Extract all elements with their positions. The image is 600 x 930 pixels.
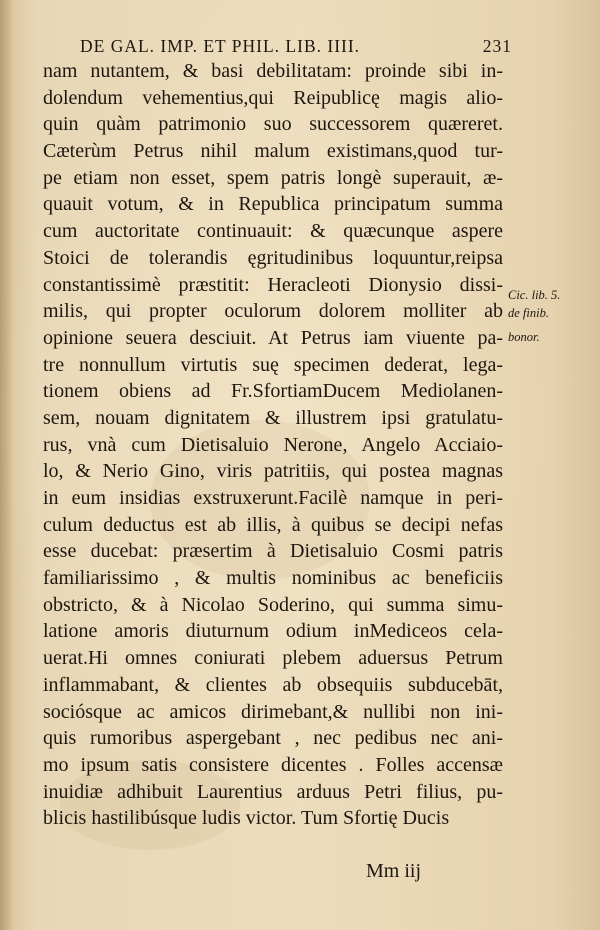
text-line: opinione seuera desciuit. At Petrus iam viuente pa- (43, 326, 503, 349)
text-line: latione amoris diuturnum odium inMediceos cela- (43, 620, 503, 643)
body-text (43, 58, 503, 832)
text-line: esse ducebat: præsertim à Dietisaluio Cosmi patris (43, 540, 503, 563)
text-line: sem, nouam dignitatem & illustrem ipsi gratulatu- (43, 406, 503, 429)
text-line: nam nutantem, & basi debilitatam: proinde sibi in- (43, 60, 503, 82)
margin-note: bonor. (508, 330, 540, 344)
page-header (80, 34, 512, 58)
text-line: inflammabant, & clientes ab obsequiis subducebāt, (43, 673, 503, 696)
text-line: cum auctoritate continuauit: & quæcunque aspere (43, 220, 503, 243)
text-line: quis rumoribus aspergebant , nec pedibus nec ani- (43, 727, 503, 750)
text-line: culum deductus est ab illis, à quibus se decipi nefas (43, 513, 503, 536)
text-line: constantissimè præstitit: Heracleoti Dionysio dissi- (43, 273, 503, 296)
signature-mark: Mm iij (366, 860, 422, 882)
text-line: Stoici de tolerandis ęgritudinibus loquuntur,reipsa (43, 246, 503, 269)
text-line: familiarissimo , & multis nominibus ac beneficiis (43, 567, 503, 590)
text-line: tre nonnullum virtutis suę specimen dederat, lega- (43, 353, 503, 376)
running-head: DE GAL. IMP. ET PHIL. LIB. IIII. (80, 36, 361, 56)
text-line: mo ipsum satis consistere dicentes . Folles accensæ (43, 753, 503, 776)
text-line: lo, & Nerio Gino, viris patritiis, qui postea magnas (43, 460, 503, 483)
text-line: quin quàm patrimonio suo successorem quæreret. (43, 113, 503, 136)
text-line: sociósque ac amicos dirimebant,& nullibi non ini- (43, 700, 503, 723)
text-line: tionem obiens ad Fr.SfortiamDucem Mediolanen- (43, 380, 503, 403)
text-line: milis, qui propter oculorum dolorem molliter ab (43, 300, 503, 323)
text-line: pe etiam non esset, spem patris longè superauit, æ- (43, 166, 503, 189)
text-line: inuidiæ adhibuit Laurentius arduus Petri filius, pu- (43, 780, 503, 803)
margin-note: Cic. lib. 5. (508, 288, 561, 302)
margin-note: de finib. (508, 306, 549, 320)
text-line: quauit votum, & in Republica principatum summa (43, 193, 503, 216)
text-line: blicis hastilibúsque ludis victor. Tum Sfortię Ducis (43, 807, 450, 830)
text-line: rus, vnà cum Dietisaluio Nerone, Angelo Acciaio- (43, 433, 503, 456)
text-line: Cæterùm Petrus nihil malum existimans,quod tur- (43, 140, 503, 163)
page-number: 231 (482, 36, 512, 56)
text-line: dolendum vehementius,qui Reipublicę magis alio- (43, 86, 503, 109)
text-line: in eum insidias exstruxerunt.Facilè namque in peri- (43, 487, 503, 509)
text-line: uerat.Hi omnes coniurati plebem aduersus Petrum (43, 647, 503, 670)
text-line: obstricto, & à Nicolao Soderino, qui summa simu- (43, 593, 503, 616)
